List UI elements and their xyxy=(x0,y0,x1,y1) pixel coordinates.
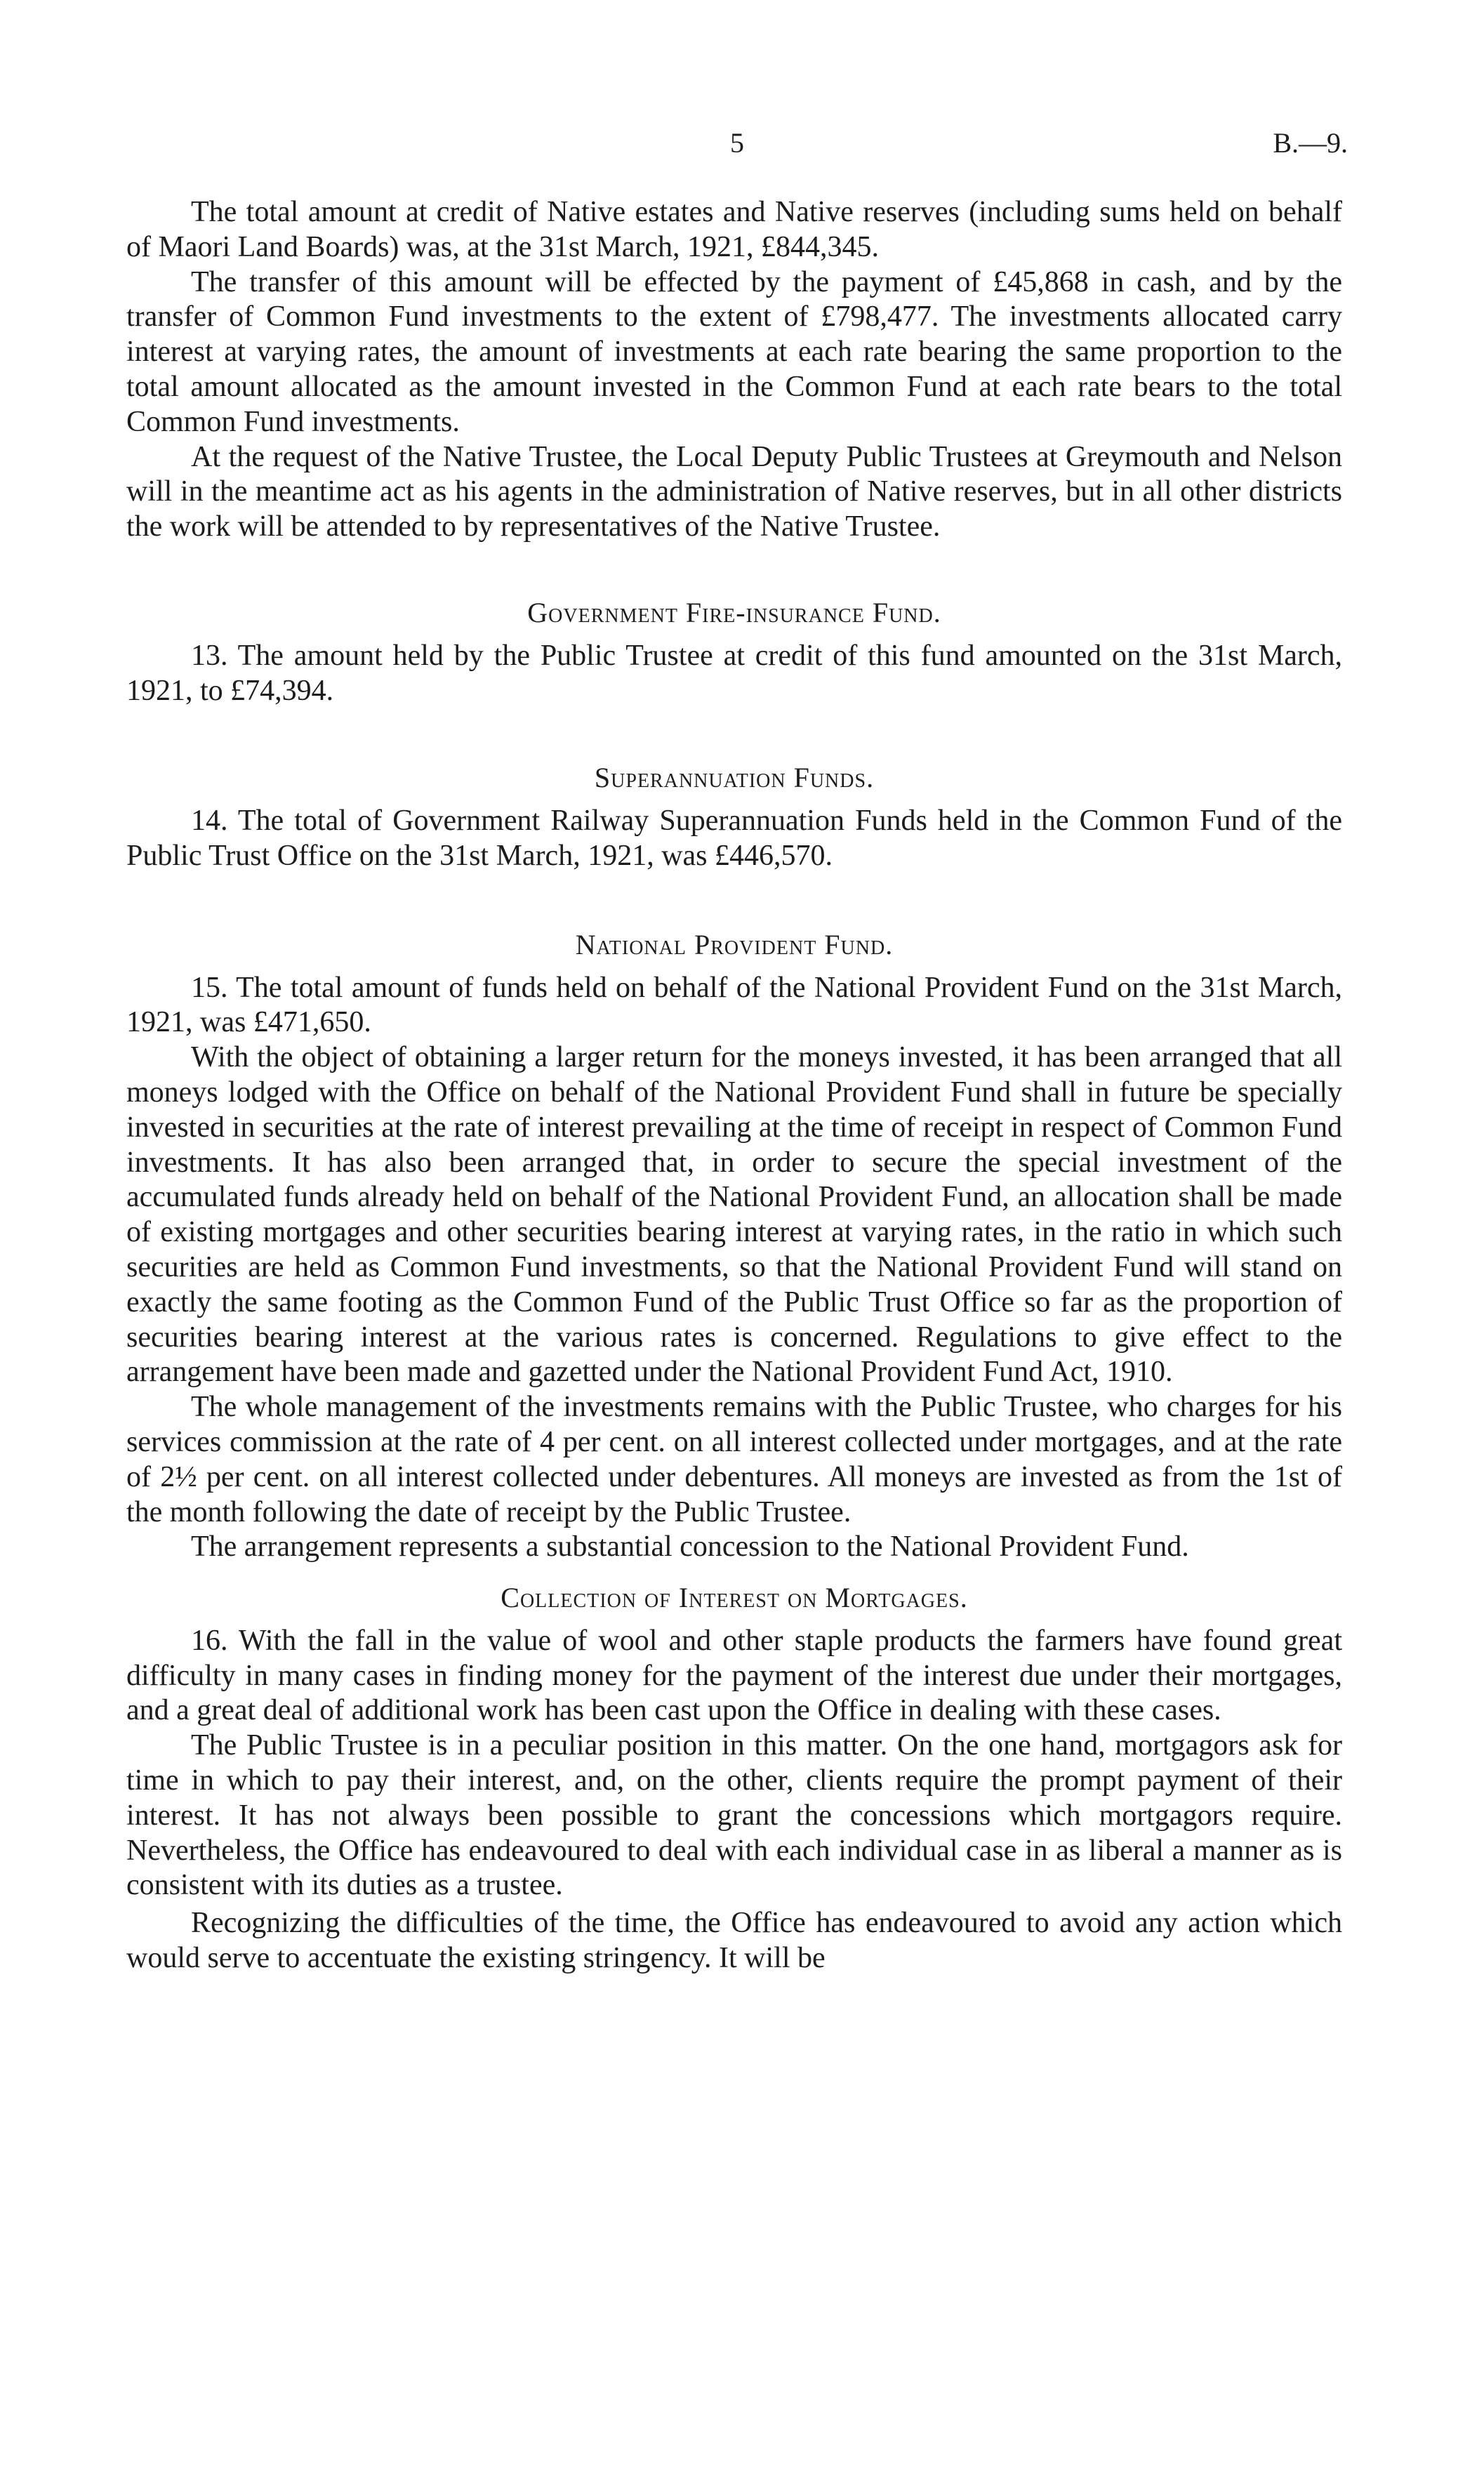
page-body xyxy=(126,195,1342,1976)
national-provident-section xyxy=(126,927,1342,1565)
mortgage-interest-section xyxy=(126,1580,1342,1976)
paragraph: The whole management of the investments remains with the Public Trustee, who charges for his services commission at the rate of 4 per cent. on all interest collected under mortgages, and at the rate of 2½ per cent. on all interest collected under debentures. All moneys are invested as from the 1st of the month following the date of receipt by the Public Trustee. xyxy=(126,1391,1342,1528)
paragraph: The Public Trustee is in a peculiar position in this matter. On the one hand, mortgagors ask for time in which to pay their interest, and, on the other, clients require the prompt payment of their interest. It has not always been possible to grant the concessions which mortgagors require. Nevertheless, the Office has endeavoured to deal with each individual case in as liberal a manner as is consistent with its duties as a trustee. xyxy=(126,1729,1342,1902)
paragraph: 16. With the fall in the value of wool and other staple products the farmers have found great difficulty in many cases in finding money for the payment of the interest due under their mortgages, and a great deal of additional work has been cast upon the Office in dealing with these cases. xyxy=(126,1624,1342,1727)
section-heading: Collection of Interest on Mortgages. xyxy=(501,1582,968,1614)
paragraph: Recognizing the difficulties of the time, the Office has endeavoured to avoid any action which would serve to accentuate the existing stringency. It will be xyxy=(126,1907,1342,1975)
paragraph: The arrangement represents a substantial concession to the National Provident Fund. xyxy=(191,1531,1189,1564)
section-heading: National Provident Fund. xyxy=(575,928,894,960)
paragraph: With the object of obtaining a larger return for the moneys invested, it has been arranged that all moneys lodged with the Office on behalf of the National Provident Fund shall in future be specially invested in securities at the rate of interest prevailing at the time of receipt in respect of Common Fund investments. It has also been arranged that, in order to secure the special investment of the accumulated funds already held on behalf of the National Provident Fund, an allocation shall be made of existing mortgages and other securities bearing interest at varying rates, in the ratio in which such securities are held as Common Fund investments, so that the National Provident Fund will stand on exactly the same footing as the Common Fund of the Public Trust Office so far as the proportion of securities bearing interest at the various rates is concerned. Regulations to give effect to the arrangement have been made and gazetted under the National Provident Fund Act, 1910. xyxy=(126,1041,1342,1389)
superannuation-section xyxy=(126,760,1342,873)
paragraph: The total amount at credit of Native estates and Native reserves (including sums held on behalf of Maori Land Boards) was, at the 31st March, 1921, £844,345. xyxy=(126,196,1342,263)
fire-insurance-section xyxy=(126,595,1342,708)
section-heading: Government Fire-insurance Fund. xyxy=(527,596,941,628)
paragraph: 15. The total amount of funds held on behalf of the National Provident Fund on the 31st March, 1921, was £471,650. xyxy=(126,971,1342,1039)
document-reference: B.—9. xyxy=(1273,127,1348,159)
page-number: 5 xyxy=(730,127,744,159)
section-heading: Superannuation Funds. xyxy=(594,762,875,794)
page-header xyxy=(126,126,1348,168)
paragraph: The transfer of this amount will be effected by the payment of £45,868 in cash, and by the transfer of Common Fund investments to the extent of £798,477. The investments allocated carry interest at varying rates, the amount of investments at each rate bearing the same proportion to the total amount allocated as the amount invested in the Common Fund at each rate bears to the total Common Fund investments. xyxy=(126,265,1342,438)
paragraph: At the request of the Native Trustee, the Local Deputy Public Trustees at Greymouth and Nelson will in the meantime act as his agents in the administration of Native reserves, but in all other districts the work will be attended to by representatives of the Native Trustee. xyxy=(126,440,1342,543)
paragraph: 13. The amount held by the Public Trustee at credit of this fund amounted on the 31st March, 1921, to £74,394. xyxy=(126,639,1342,707)
paragraph: 14. The total of Government Railway Superannuation Funds held in the Common Fund of the Public Trust Office on the 31st March, 1921, was £446,570. xyxy=(126,805,1342,872)
native-estates-section xyxy=(126,195,1342,545)
